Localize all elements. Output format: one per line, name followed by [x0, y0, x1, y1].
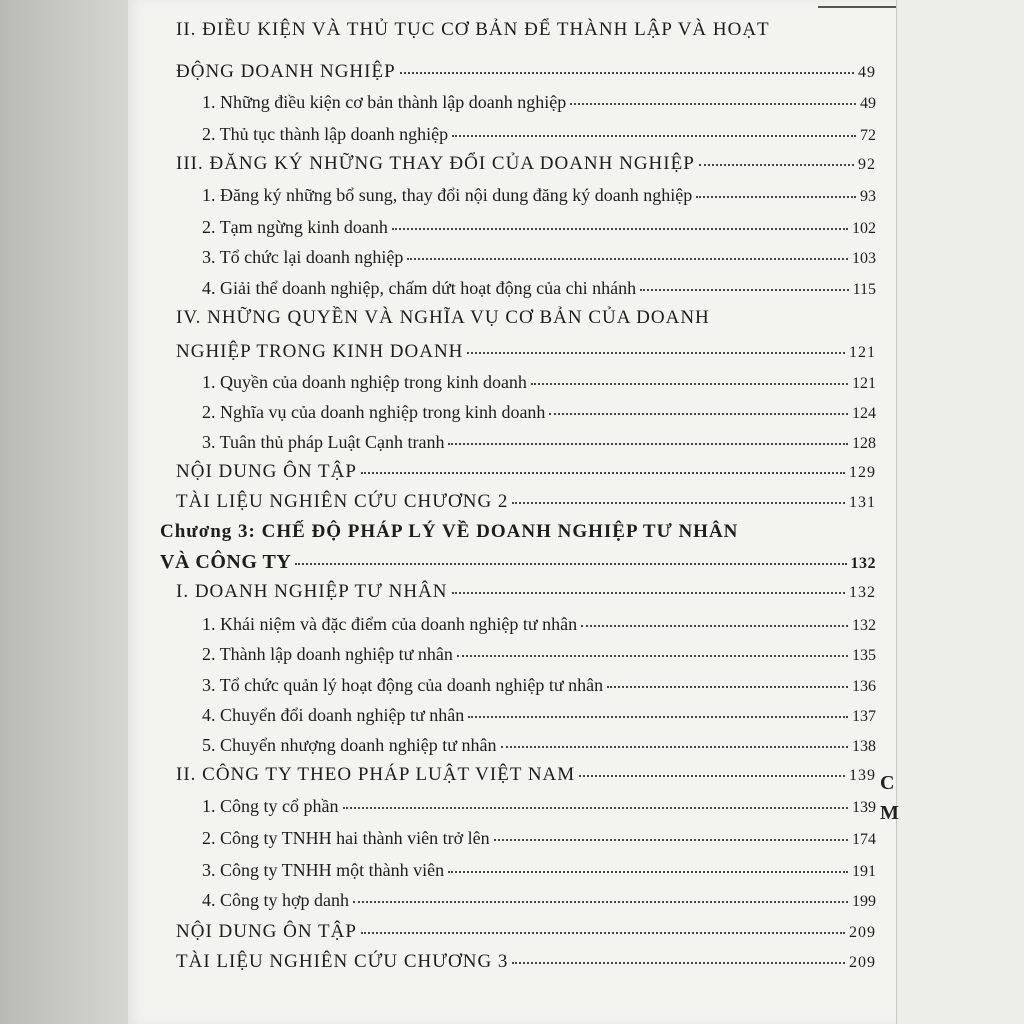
toc-entry: 3. Tổ chức quản lý hoạt động của doanh nghiệp tư nhân 136 [202, 675, 876, 695]
dot-leader [696, 195, 856, 198]
toc-entry: 5. Chuyển nhượng doanh nghiệp tư nhân 138 [202, 735, 876, 755]
toc-entry: VÀ CÔNG TY 132 [160, 551, 876, 573]
dot-leader [407, 257, 848, 260]
toc-entry: ĐỘNG DOANH NGHIỆP 49 [176, 61, 876, 82]
dot-leader [353, 900, 848, 903]
dot-leader [579, 774, 845, 777]
dot-leader [581, 624, 848, 627]
toc-entry: II. CÔNG TY THEO PHÁP LUẬT VIỆT NAM 139 [176, 764, 876, 785]
toc-entry: 2. Nghĩa vụ của doanh nghiệp trong kinh doanh 124 [202, 402, 876, 422]
toc-entry: 4. Chuyển đổi doanh nghiệp tư nhân 137 [202, 705, 876, 725]
left-page-edge [0, 0, 130, 1024]
dot-leader [448, 442, 848, 445]
toc-entry: NGHIỆP TRONG KINH DOANH 121 [176, 341, 876, 362]
adjacent-page-letter: C [880, 772, 895, 794]
toc-entry: 3. Tổ chức lại doanh nghiệp 103 [202, 247, 876, 267]
dot-leader [501, 745, 849, 748]
adjacent-page-letter: M [880, 802, 899, 824]
dot-leader [494, 838, 848, 841]
chapter-3-heading: Chương 3: CHẾ ĐỘ PHÁP LÝ VỀ DOANH NGHIỆP TƯ NHÂN [160, 521, 739, 542]
toc-entry: 2. Công ty TNHH hai thành viên trở lên 174 [202, 828, 876, 848]
dot-leader [448, 870, 848, 873]
dot-leader [512, 961, 845, 964]
dot-leader [361, 931, 845, 934]
toc-entry: 2. Tạm ngừng kinh doanh 102 [202, 217, 876, 237]
toc-entry: 2. Thành lập doanh nghiệp tư nhân 135 [202, 644, 876, 664]
dot-leader [640, 288, 848, 291]
dot-leader [468, 715, 848, 718]
toc-entry: 1. Đăng ký những bổ sung, thay đổi nội dung đăng ký doanh nghiệp 93 [202, 185, 876, 205]
toc-entry: NỘI DUNG ÔN TẬP 209 [176, 921, 876, 942]
dot-leader [400, 71, 854, 74]
dot-leader [392, 227, 848, 230]
toc-entry: I. DOANH NGHIỆP TƯ NHÂN 132 [176, 581, 876, 602]
dot-leader [531, 382, 848, 385]
toc-entry: TÀI LIỆU NGHIÊN CỨU CHƯƠNG 3 209 [176, 951, 876, 972]
dot-leader [570, 102, 856, 105]
dot-leader [457, 654, 848, 657]
section-ii-heading: II. ĐIỀU KIỆN VÀ THỦ TỤC CƠ BẢN ĐỂ THÀNH LẬP VÀ HOẠT [176, 19, 770, 40]
dot-leader [452, 591, 845, 594]
adjacent-page [896, 0, 1024, 1024]
toc-entry: 2. Thủ tục thành lập doanh nghiệp 72 [202, 124, 876, 144]
book-page [128, 0, 898, 1024]
toc-entry: III. ĐĂNG KÝ NHỮNG THAY ĐỔI CỦA DOANH NGHIỆP 92 [176, 153, 876, 174]
toc-entry: 3. Công ty TNHH một thành viên 191 [202, 860, 876, 880]
dot-leader [467, 351, 845, 354]
dot-leader [361, 471, 845, 474]
dot-leader [343, 806, 849, 809]
dot-leader [549, 412, 848, 415]
toc-entry: 1. Quyền của doanh nghiệp trong kinh doanh 121 [202, 372, 876, 392]
dot-leader [452, 134, 856, 137]
dot-leader [607, 685, 848, 688]
dot-leader [512, 501, 845, 504]
toc-entry: 4. Công ty hợp danh 199 [202, 890, 876, 910]
toc-entry: TÀI LIỆU NGHIÊN CỨU CHƯƠNG 2 131 [176, 491, 876, 512]
dot-leader [295, 562, 846, 565]
section-iv-heading: IV. NHỮNG QUYỀN VÀ NGHĨA VỤ CƠ BẢN CỦA DOANH [176, 307, 710, 328]
toc-entry: 1. Những điều kiện cơ bản thành lập doanh nghiệp 49 [202, 92, 876, 112]
toc-entry: 4. Giải thể doanh nghiệp, chấm dứt hoạt động của chi nhánh 115 [202, 278, 876, 298]
toc-entry: 3. Tuân thủ pháp Luật Cạnh tranh 128 [202, 432, 876, 452]
toc-entry: 1. Công ty cổ phần 139 [202, 796, 876, 816]
toc-entry: NỘI DUNG ÔN TẬP 129 [176, 461, 876, 482]
dot-leader [699, 163, 854, 166]
toc-entry: 1. Khái niệm và đặc điểm của doanh nghiệp tư nhân 132 [202, 614, 876, 634]
table-of-contents [128, 0, 898, 1024]
